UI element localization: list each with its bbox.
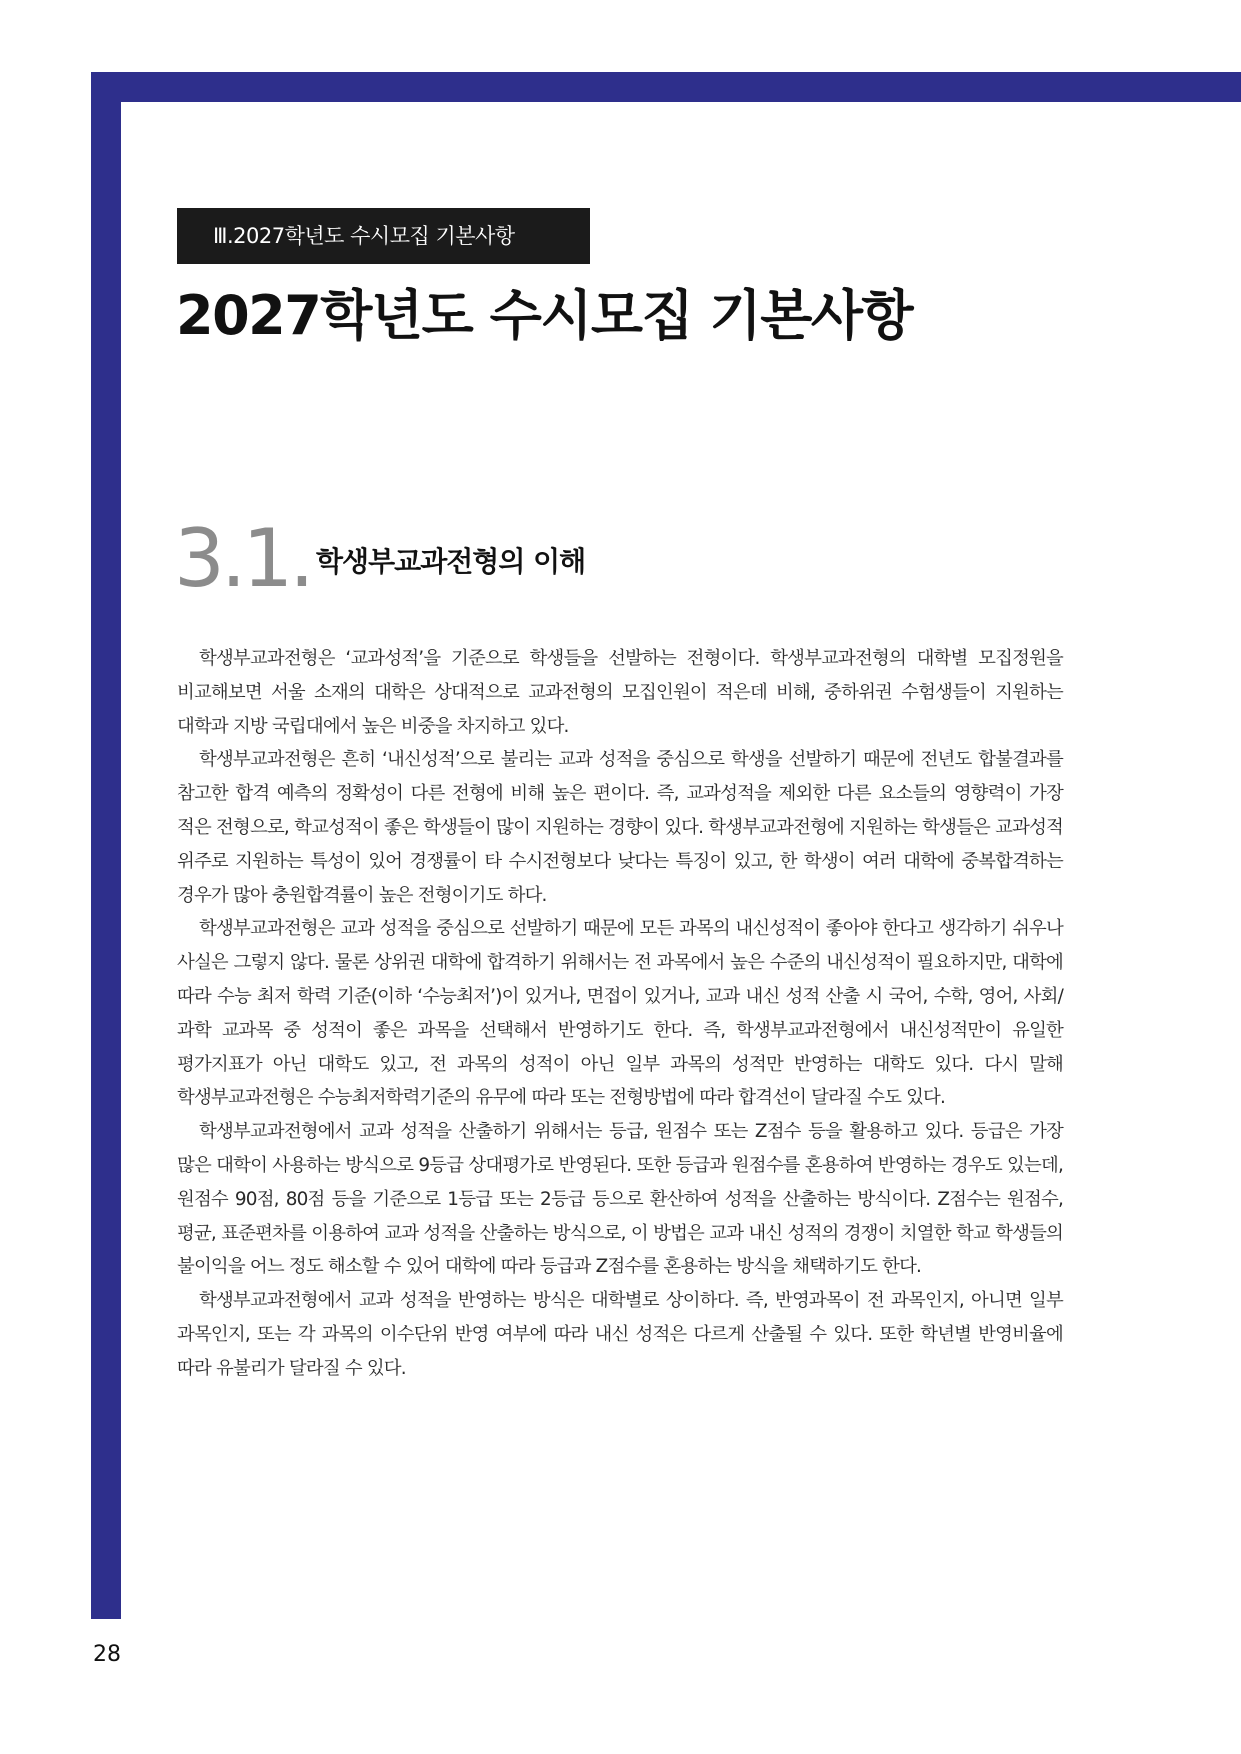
- paragraph-2: 학생부교과전형은 흔히 ‘내신성적’으로 불리는 교과 성적을 중심으로 학생을 선발하기 때문에 전년도 합불결과를 참고한 합격 예측의 정확성이 다른 전형에 비해 높은 편이다. 즉, 교과성적을 제외한 다른 요소들의 영향력이 가장 적은 전형으로, 학교성적이 좋은 학생들이 많이 지원하는 경향이 있다. 학생부교과전형에 지원하는 학생들은 교과성적 위주로 지원하는 특성이 있어 경쟁률이 타 수시전형보다 낮다는 특징이 있고, 한 학생이 여러 대학에 중복합격하는 경우가 많아 충원합격률이 높은 전형이기도 하다.: [177, 749, 1063, 906]
- page-title: 2027학년도 수시모집 기본사항: [176, 284, 913, 347]
- paragraph-5: 학생부교과전형에서 교과 성적을 반영하는 방식은 대학별로 상이하다. 즉, 반영과목이 전 과목인지, 아니면 일부 과목인지, 또는 각 과목의 이수단위 반영 여부에 따라 내신 성적은 다르게 산출될 수 있다. 또한 학년별 반영비율에 따라 유불리가 달라질 수 있다.: [177, 1290, 1063, 1379]
- page-number: 28: [93, 1642, 121, 1667]
- body-text: [177, 642, 1063, 1386]
- section-title: 학생부교과전형의 이해: [316, 545, 586, 578]
- left-frame-bar: [91, 72, 121, 1619]
- section-number: 3.1.: [174, 512, 311, 605]
- paragraph-1: 학생부교과전형은 ‘교과성적’을 기준으로 학생들을 선발하는 전형이다. 학생부교과전형의 대학별 모집정원을 비교해보면 서울 소재의 대학은 상대적으로 교과전형의 모집인원이 적은데 비해, 중하위권 수험생들이 지원하는 대학과 지방 국립대에서 높은 비중을 차지하고 있다.: [177, 648, 1063, 737]
- paragraph-4: 학생부교과전형에서 교과 성적을 산출하기 위해서는 등급, 원점수 또는 Z점수 등을 활용하고 있다. 등급은 가장 많은 대학이 사용하는 방식으로 9등급 상대평가로 반영된다. 또한 등급과 원점수를 혼용하여 반영하는 경우도 있는데, 원점수 90점, 80점 등을 기준으로 1등급 또는 2등급 등으로 환산하여 성적을 산출하는 방식이다. Z점수는 원점수, 평균, 표준편차를 이용하여 교과 성적을 산출하는 방식으로, 이 방법은 교과 내신 성적의 경쟁이 치열한 학교 학생들의 불이익을 어느 정도 해소할 수 있어 대학에 따라 등급과 Z점수를 혼용하는 방식을 채택하기도 한다.: [177, 1121, 1063, 1278]
- chapter-tab: Ⅲ.2027학년도 수시모집 기본사항: [177, 208, 590, 264]
- top-frame-bar: [91, 72, 1241, 102]
- paragraph-3: 학생부교과전형은 교과 성적을 중심으로 선발하기 때문에 모든 과목의 내신성적이 좋아야 한다고 생각하기 쉬우나 사실은 그렇지 않다. 물론 상위권 대학에 합격하기 위해서는 전 과목에서 높은 수준의 내신성적이 필요하지만, 대학에 따라 수능 최저 학력 기준(이하 ‘수능최저’)이 있거나, 면접이 있거나, 교과 내신 성적 산출 시 국어, 수학, 영어, 사회/과학 교과목 중 성적이 좋은 과목을 선택해서 반영하기도 한다. 즉, 학생부교과전형에서 내신성적만이 유일한 평가지표가 아닌 대학도 있고, 전 과목의 성적이 아닌 일부 과목의 성적만 반영하는 대학도 있다. 다시 말해 학생부교과전형은 수능최저학력기준의 유무에 따라 또는 전형방법에 따라 합격선이 달라질 수도 있다.: [177, 918, 1063, 1109]
